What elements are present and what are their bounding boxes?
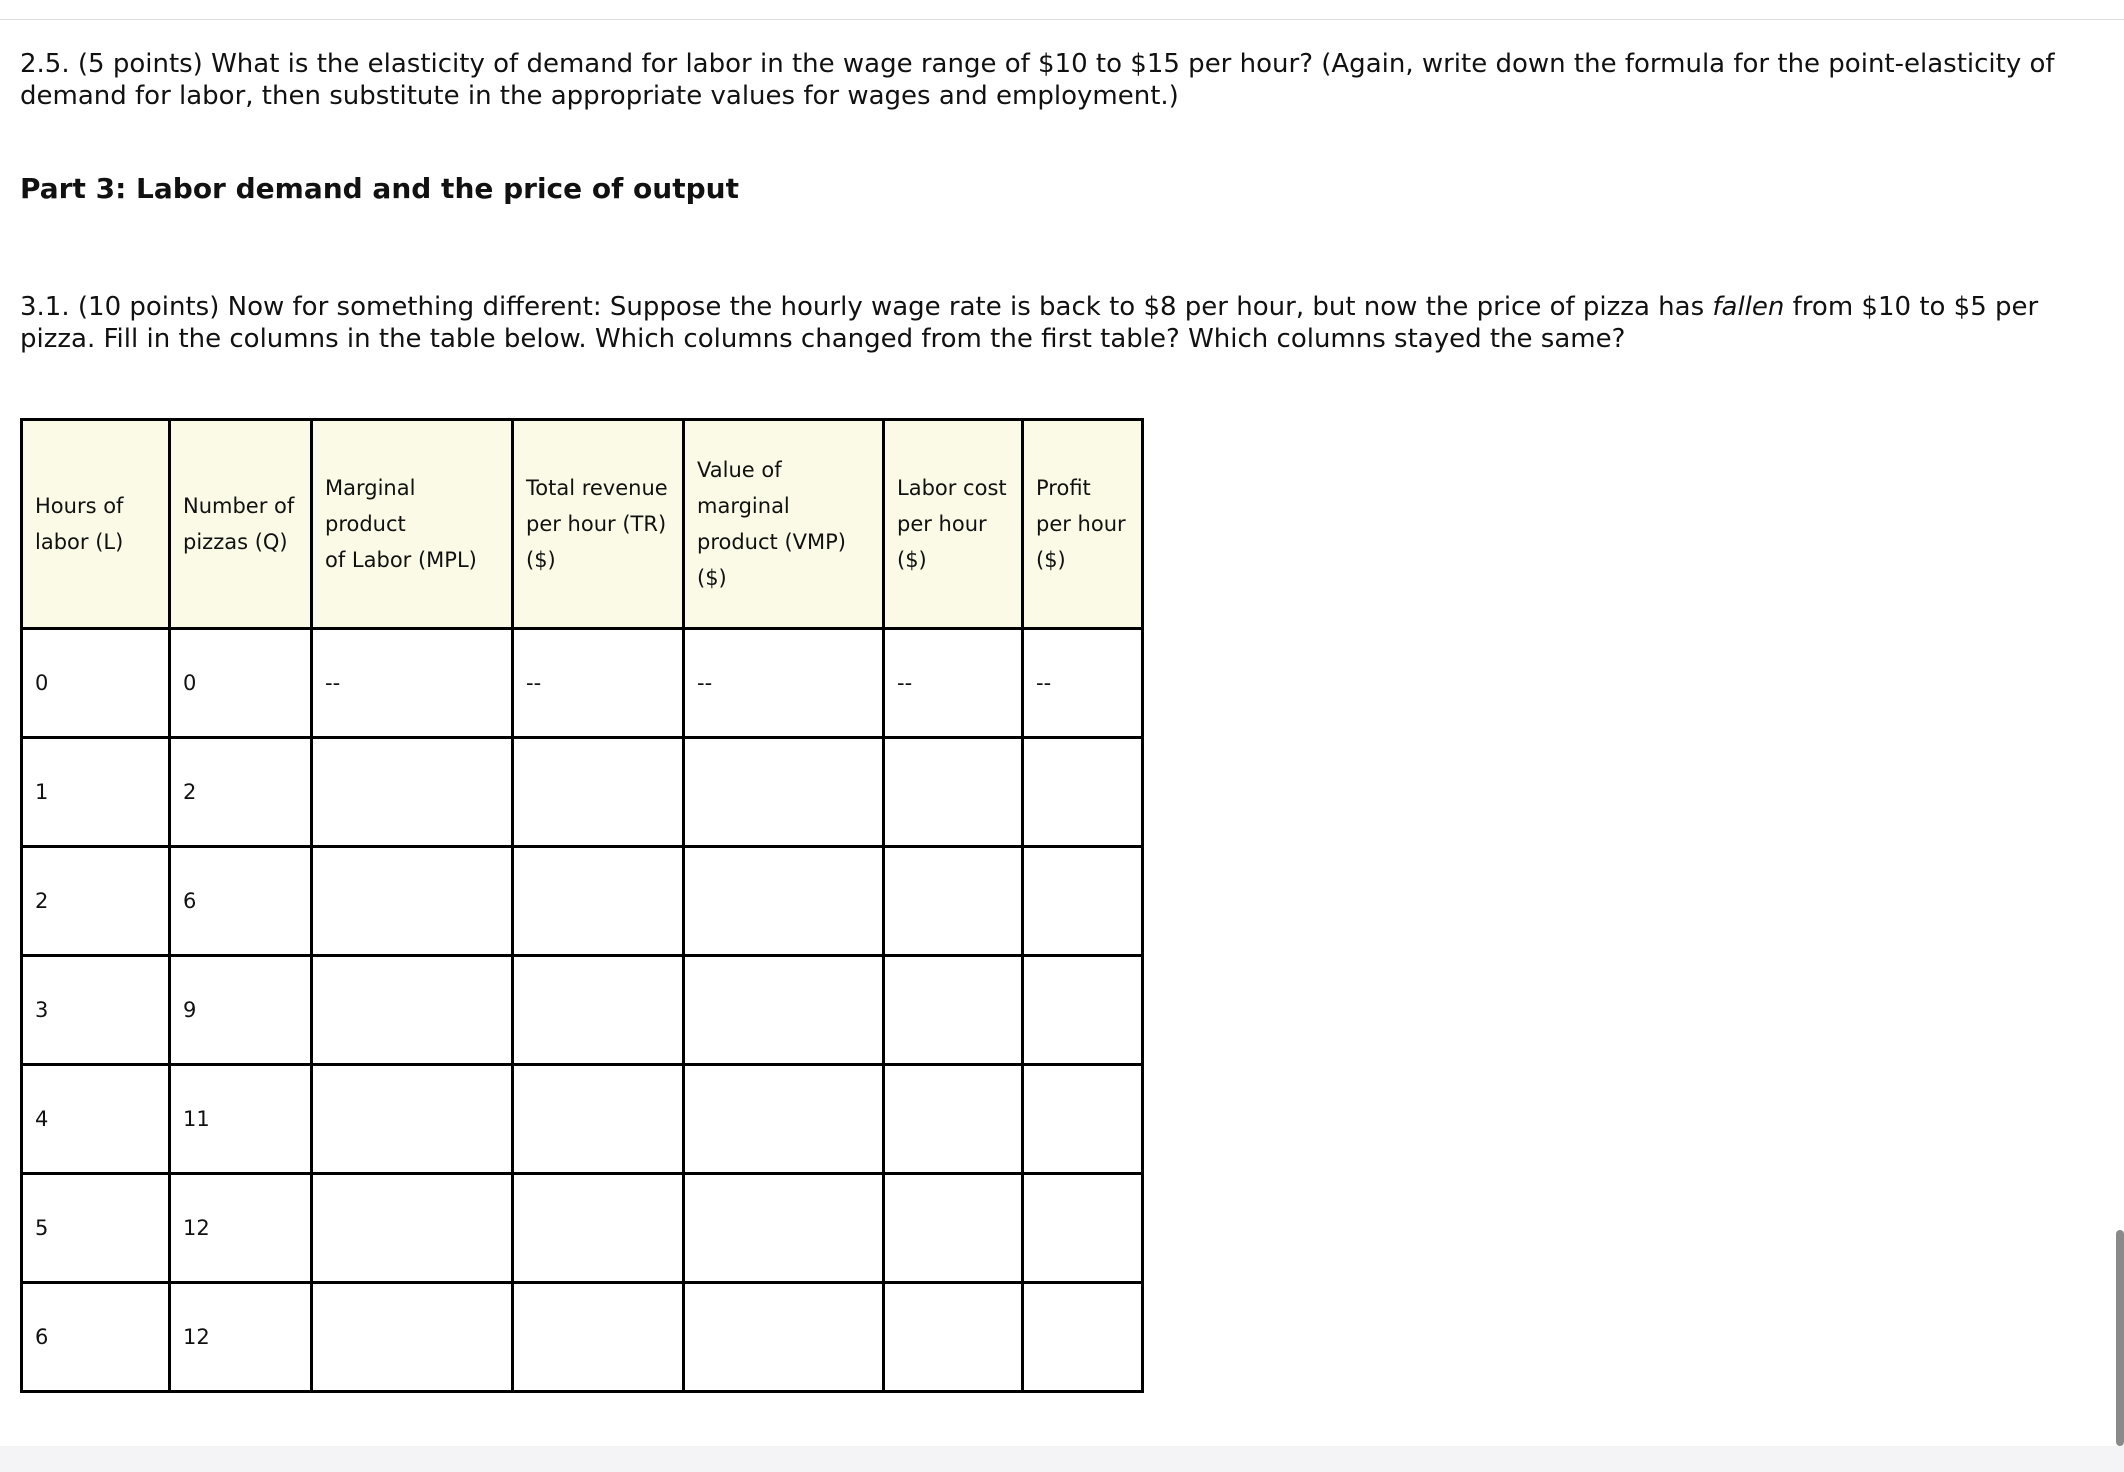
column-header-line: Number of	[183, 494, 295, 518]
table-cell	[513, 1174, 684, 1283]
table-cell	[513, 956, 684, 1065]
question-2-5: 2.5. (5 points) What is the elasticity of demand for labor in the wage range of $10 to $15 per hour? (Again, write down the formula for the point-elasticity of demand for labor, then substitute in the appropriate values for wages and employment.)	[20, 49, 2055, 111]
table-cell: 0	[22, 629, 170, 738]
table-cell: 0	[170, 629, 312, 738]
column-header-line: product (VMP)	[697, 530, 846, 554]
column-header-line: Profit	[1036, 476, 1091, 500]
column-header-line: of Labor (MPL)	[325, 548, 477, 572]
column-header	[513, 420, 684, 629]
table-cell: 12	[170, 1174, 312, 1283]
table-cell	[884, 1174, 1023, 1283]
table-cell: 11	[170, 1065, 312, 1174]
column-header	[170, 420, 312, 629]
vertical-scrollbar[interactable]	[2116, 1230, 2124, 1446]
table-cell	[312, 738, 513, 847]
table-cell: --	[684, 629, 884, 738]
table-cell	[1023, 847, 1143, 956]
table-cell: 9	[170, 956, 312, 1065]
table-body	[22, 629, 1143, 1392]
column-header	[884, 420, 1023, 629]
column-header-line: ($)	[897, 548, 927, 572]
column-header	[1023, 420, 1143, 629]
table-cell	[312, 1065, 513, 1174]
table-cell	[312, 847, 513, 956]
column-header	[22, 420, 170, 629]
page-footer-band	[0, 1446, 2124, 1472]
table-cell: --	[884, 629, 1023, 738]
table-cell: 3	[22, 956, 170, 1065]
table-cell	[312, 1283, 513, 1392]
table-row	[22, 738, 1143, 847]
table-cell	[684, 847, 884, 956]
table-cell: 4	[22, 1065, 170, 1174]
table-cell	[1023, 1283, 1143, 1392]
table-cell: --	[312, 629, 513, 738]
table-cell	[1023, 1065, 1143, 1174]
table-cell	[884, 738, 1023, 847]
table-cell: 12	[170, 1283, 312, 1392]
table-cell	[1023, 1174, 1143, 1283]
table-cell	[312, 1174, 513, 1283]
question-3-1-text-b: from $10 to $5 per pizza. Fill in the columns in the table below. Which columns changed from the first table? Which columns stayed the same?	[20, 292, 2039, 354]
table-row	[22, 847, 1143, 956]
column-header-line: Hours of	[35, 494, 124, 518]
table-cell: 5	[22, 1174, 170, 1283]
table-cell	[513, 1065, 684, 1174]
table-cell	[684, 1283, 884, 1392]
column-header-line: Total revenue	[526, 476, 668, 500]
question-3-1-text-a: 3.1. (10 points) Now for something different: Suppose the hourly wage rate is back to $8 per hour, but now the price of pizza has	[20, 292, 1713, 322]
table-cell	[884, 1065, 1023, 1174]
table-header-row	[22, 420, 1143, 629]
pizza-labor-table	[20, 418, 1144, 1393]
table-row	[22, 1065, 1143, 1174]
table-cell	[884, 1283, 1023, 1392]
table-cell	[684, 738, 884, 847]
top-divider	[0, 19, 2124, 20]
table-cell	[1023, 738, 1143, 847]
table-cell: 1	[22, 738, 170, 847]
table-cell	[1023, 956, 1143, 1065]
column-header-line: per hour (TR)	[526, 512, 667, 536]
column-header-line: per hour	[897, 512, 987, 536]
table-cell: 2	[170, 738, 312, 847]
table-cell	[513, 847, 684, 956]
table-row	[22, 1283, 1143, 1392]
table-cell: 6	[22, 1283, 170, 1392]
table-cell	[312, 956, 513, 1065]
column-header-line: ($)	[1036, 548, 1066, 572]
column-header	[684, 420, 884, 629]
table-cell: --	[513, 629, 684, 738]
table-row	[22, 1174, 1143, 1283]
table-cell	[684, 956, 884, 1065]
table-cell	[884, 847, 1023, 956]
part-3-heading: Part 3: Labor demand and the price of output	[20, 172, 739, 205]
table-cell: 6	[170, 847, 312, 956]
column-header-line: labor (L)	[35, 530, 124, 554]
column-header-line: ($)	[526, 548, 556, 572]
column-header	[312, 420, 513, 629]
table-cell	[513, 738, 684, 847]
column-header-line: Value of marginal	[697, 458, 790, 518]
question-3-1	[20, 291, 2080, 355]
table-cell	[684, 1174, 884, 1283]
document-content	[20, 48, 2105, 354]
table-cell	[884, 956, 1023, 1065]
table-cell: 2	[22, 847, 170, 956]
table-row	[22, 629, 1143, 738]
table-cell	[684, 1065, 884, 1174]
column-header-line: ($)	[697, 566, 727, 590]
column-header-line: pizzas (Q)	[183, 530, 288, 554]
question-3-1-emphasis: fallen	[1712, 292, 1785, 322]
table-cell	[513, 1283, 684, 1392]
table-cell: --	[1023, 629, 1143, 738]
table-row	[22, 956, 1143, 1065]
column-header-line: per hour	[1036, 512, 1126, 536]
column-header-line: Marginal product	[325, 476, 416, 536]
column-header-line: Labor cost	[897, 476, 1007, 500]
